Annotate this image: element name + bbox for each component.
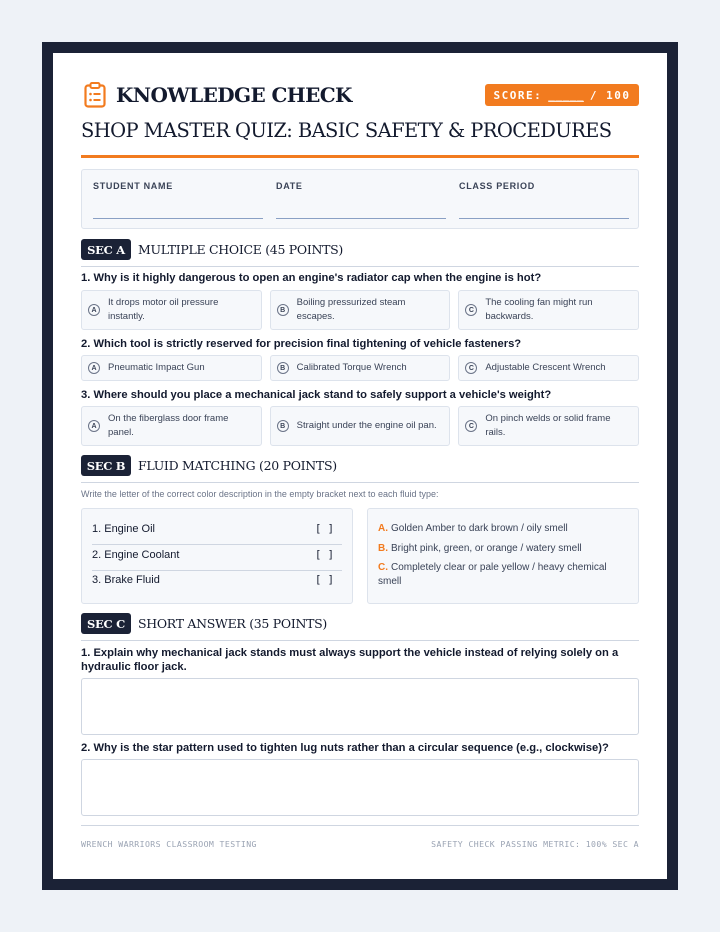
option-letter: A xyxy=(88,362,100,374)
brand-title: KNOWLEDGE CHECK xyxy=(116,83,352,107)
question-a2: 2. Which tool is strictly reserved for precision final tightening of vehicle fasteners? xyxy=(81,338,522,350)
question-c2: 2. Why is the star pattern used to tighten lug nuts rather than a circular sequence (e.g., clockwise)? xyxy=(81,742,609,754)
score-label: SCORE: xyxy=(493,88,543,102)
option-a3-b[interactable] xyxy=(270,406,451,446)
question-a3: 3. Where should you place a mechanical jack stand to safely support a vehicle's weight? xyxy=(81,389,552,401)
option-a2-a[interactable] xyxy=(81,355,262,381)
student-name-label: STUDENT NAME xyxy=(93,181,173,191)
option-a2-c[interactable] xyxy=(458,355,639,381)
option-letter: B xyxy=(277,304,289,316)
section-b-badge: SEC B xyxy=(81,455,131,476)
section-b-instructions: Write the letter of the correct color description in the empty bracket next to each fluid type: xyxy=(81,489,439,499)
title-divider xyxy=(81,155,639,158)
section-c-rule xyxy=(81,640,639,641)
color-item-a xyxy=(378,522,630,536)
fluid-answer-bracket[interactable]: [ ] xyxy=(315,574,334,586)
student-name-line[interactable] xyxy=(93,218,263,219)
option-text: Straight under the engine oil pan. xyxy=(296,420,437,431)
score-blank[interactable]: _____ xyxy=(548,88,584,102)
fluid-row-engine-oil xyxy=(92,517,342,542)
quiz-title: SHOP MASTER QUIZ: BASIC SAFETY & PROCEDURES xyxy=(81,119,612,142)
option-text: On pinch welds or solid frame rails. xyxy=(485,413,611,438)
date-label: DATE xyxy=(276,181,303,191)
class-period-field[interactable] xyxy=(459,170,629,228)
class-period-line[interactable] xyxy=(459,218,629,219)
fluid-name: 1. Engine Oil xyxy=(92,523,155,535)
option-text: The cooling fan might run backwards. xyxy=(485,297,593,322)
score-badge xyxy=(485,84,639,106)
fluid-name: 3. Brake Fluid xyxy=(92,574,160,586)
footer-right-text: SAFETY CHECK PASSING METRIC: 100% SEC A xyxy=(431,839,639,849)
option-text: Calibrated Torque Wrench xyxy=(296,362,407,373)
date-field[interactable] xyxy=(276,170,446,228)
option-a3-a[interactable] xyxy=(81,406,262,446)
student-info-box xyxy=(81,169,639,229)
option-text: Pneumatic Impact Gun xyxy=(108,362,205,373)
question-a1-options xyxy=(81,290,639,330)
option-letter: B xyxy=(277,362,289,374)
question-a1: 1. Why is it highly dangerous to open an engine's radiator cap when the engine is hot? xyxy=(81,272,542,284)
score-total: / 100 xyxy=(589,88,631,102)
footer-rule xyxy=(81,825,639,826)
clipboard-checklist-icon xyxy=(84,82,106,108)
class-period-label: CLASS PERIOD xyxy=(459,181,535,191)
fluid-row-engine-coolant xyxy=(92,543,342,568)
option-letter: A xyxy=(88,304,100,316)
fluid-row-brake-fluid xyxy=(92,568,342,593)
student-name-field[interactable] xyxy=(93,170,263,228)
option-a1-a[interactable] xyxy=(81,290,262,330)
option-letter: B xyxy=(277,420,289,432)
section-c-title: SHORT ANSWER (35 POINTS) xyxy=(138,616,327,631)
color-text: Completely clear or pale yellow / heavy chemical smell xyxy=(378,562,607,587)
color-letter: C. xyxy=(378,562,388,573)
option-text: Adjustable Crescent Wrench xyxy=(485,362,606,373)
option-letter: A xyxy=(88,420,100,432)
color-item-b xyxy=(378,542,630,556)
section-c-header xyxy=(81,613,639,635)
question-a3-options xyxy=(81,406,639,446)
color-letter: A. xyxy=(378,523,388,534)
option-letter: C xyxy=(465,362,477,374)
quiz-sheet xyxy=(53,53,667,879)
option-text: Boiling pressurized steam escapes. xyxy=(296,297,406,322)
option-a3-c[interactable] xyxy=(458,406,639,446)
option-text: On the fiberglass door frame panel. xyxy=(108,413,229,438)
option-a1-b[interactable] xyxy=(270,290,451,330)
fluid-answer-bracket[interactable]: [ ] xyxy=(315,549,334,561)
section-b-title: FLUID MATCHING (20 POINTS) xyxy=(138,458,337,473)
fluid-list xyxy=(81,508,353,604)
section-b-rule xyxy=(81,482,639,483)
date-line[interactable] xyxy=(276,218,446,219)
fluid-answer-bracket[interactable]: [ ] xyxy=(315,523,334,535)
question-a2-options xyxy=(81,355,639,381)
section-a-header xyxy=(81,239,639,261)
answer-box-c2[interactable] xyxy=(81,759,639,816)
color-letter: B. xyxy=(378,543,388,554)
section-b-header xyxy=(81,455,639,477)
section-a-rule xyxy=(81,266,639,267)
option-letter: C xyxy=(465,420,477,432)
section-a-title: MULTIPLE CHOICE (45 POINTS) xyxy=(138,242,343,257)
footer-left-text: WRENCH WARRIORS CLASSROOM TESTING xyxy=(81,839,257,849)
color-text: Bright pink, green, or orange / watery smell xyxy=(391,543,582,554)
option-a1-c[interactable] xyxy=(458,290,639,330)
color-item-c xyxy=(378,561,630,589)
color-text: Golden Amber to dark brown / oily smell xyxy=(391,523,568,534)
section-c-badge: SEC C xyxy=(81,613,131,634)
fluid-name: 2. Engine Coolant xyxy=(92,549,180,561)
option-letter: C xyxy=(465,304,477,316)
answer-box-c1[interactable] xyxy=(81,678,639,735)
section-a-badge: SEC A xyxy=(81,239,131,260)
option-text: It drops motor oil pressure instantly. xyxy=(108,297,219,322)
question-c1: 1. Explain why mechanical jack stands must always support the vehicle instead of relying solely on a hydraulic floor jack. xyxy=(81,647,619,673)
color-description-list xyxy=(367,508,639,604)
option-a2-b[interactable] xyxy=(270,355,451,381)
